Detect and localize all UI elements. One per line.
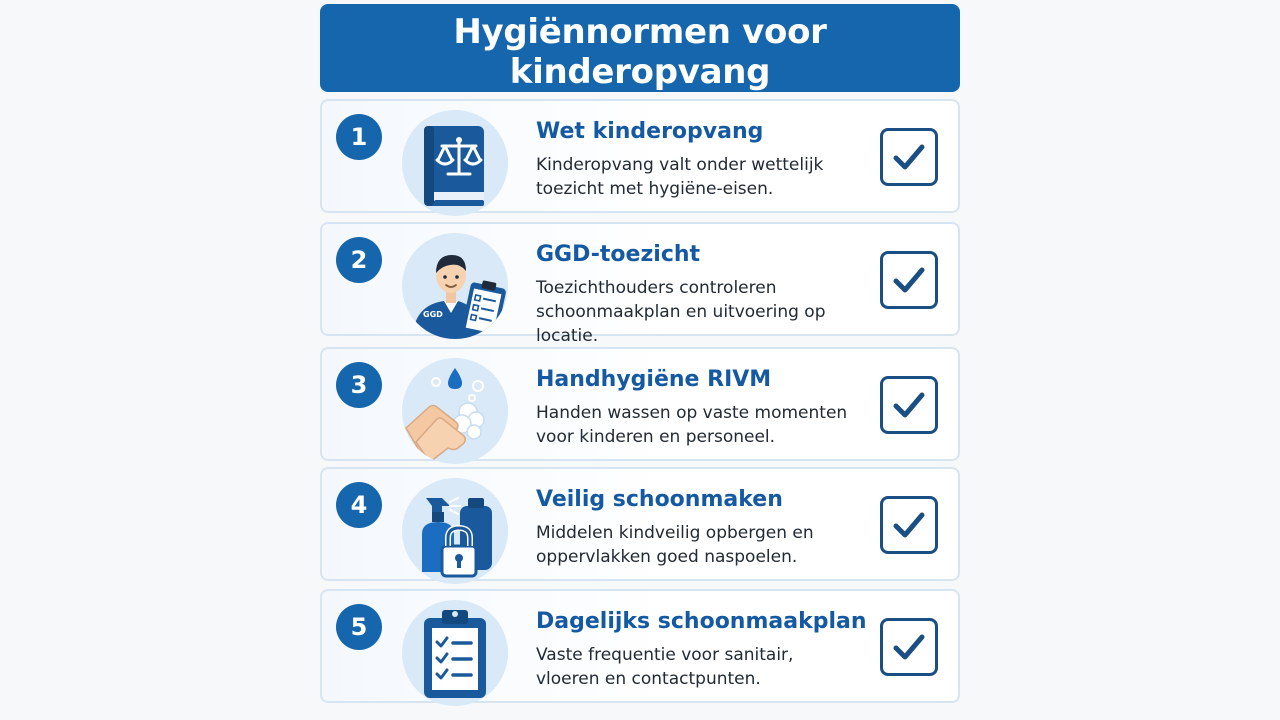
checkbox-checked[interactable] [880,496,938,554]
checkbox-checked[interactable] [880,376,938,434]
checkmark-icon [883,499,935,551]
item-text [536,242,856,348]
step-number-badge: 3 [336,362,382,408]
checkmark-icon [883,379,935,431]
checkbox-checked[interactable] [880,618,938,676]
item-title: Wet kinderopvang [536,119,764,144]
checkmark-icon [883,254,935,306]
item-description: Middelen kindveilig opbergen en oppervlakken goed naspoelen. [536,523,814,567]
list-item [320,99,960,213]
item-description: Vaste frequentie voor sanitair, vloeren en contactpunten. [536,645,794,689]
checkbox-checked[interactable] [880,128,938,186]
item-title: GGD-toezicht [536,242,701,267]
checkmark-icon [883,621,935,673]
step-number-badge: 1 [336,114,382,160]
list-item [320,589,960,703]
item-text [536,119,856,201]
inspector-icon [402,233,508,339]
list-item [320,467,960,581]
list-item [320,347,960,461]
item-description: Kinderopvang valt onder wettelijk toezicht met hygiëne-eisen. [536,155,824,199]
item-text [536,609,867,691]
item-description: Handen wassen op vaste momenten voor kinderen en personeel. [536,403,848,447]
step-number-badge: 5 [336,604,382,650]
checklist-clipboard-icon [402,600,508,706]
item-description: Toezichthouders controleren schoonmaakplan en uitvoering op locatie. [536,278,826,346]
law-book-icon [402,110,508,216]
item-title: Dagelijks schoonmaakplan [536,609,867,634]
item-title: Handhygiëne RIVM [536,367,772,392]
checkmark-icon [883,131,935,183]
item-text [536,367,856,449]
step-number-badge: 4 [336,482,382,528]
badge-label: GGD [423,310,443,319]
header-banner [320,4,960,92]
hygiene-norms-panel [320,4,960,689]
step-number-badge: 2 [336,237,382,283]
list-item [320,222,960,346]
item-text [536,487,856,569]
checkbox-checked[interactable] [880,251,938,309]
hand-washing-icon [402,358,508,464]
page-title: Hygiënnormen voor kinderopvang [453,12,827,92]
locked-cleaning-products-icon [402,478,508,584]
item-title: Veilig schoonmaken [536,487,783,512]
